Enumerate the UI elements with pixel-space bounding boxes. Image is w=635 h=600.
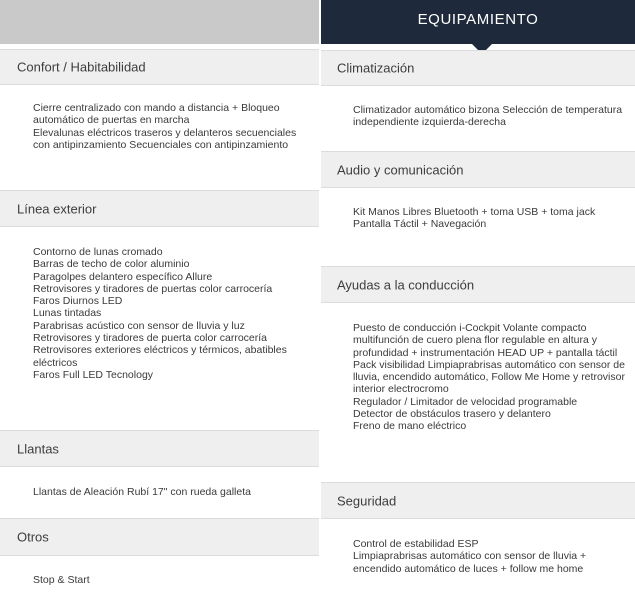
section-header-otros (0, 518, 319, 556)
section-title: Climatización (337, 60, 415, 76)
section-header-linea-exterior (0, 190, 319, 227)
list-item: Cierre centralizado con mando a distancia + Bloqueo automático de puertas en marcha (33, 102, 280, 127)
section-header-audio (321, 151, 635, 188)
list-item: Pantalla Táctil + Navegación (353, 218, 487, 231)
header-left-bar (0, 0, 319, 44)
section-title: Confort / Habitabilidad (17, 59, 146, 75)
list-item: Detector de obstáculos trasero y delantero (353, 408, 551, 421)
list-item: Freno de mano eléctrico (353, 420, 467, 433)
section-title: Otros (17, 529, 49, 545)
list-item: Parabrisas acústico con sensor de lluvia y luz (33, 319, 245, 332)
list-item: Kit Manos Libres Bluetooth + toma USB + toma jack (353, 206, 596, 218)
list-item: Retrovisores y tiradores de puerta color carrocería (33, 332, 268, 345)
header-bar (321, 0, 635, 44)
section-header-confort (0, 49, 319, 85)
section-title: Audio y comunicación (337, 162, 464, 177)
section-header-llantas (0, 430, 319, 467)
list-item: Puesto de conducción i-Cockpit Volante compacto multifunción de cuero plena flor regulable en altura y profundidad + instrumentación HEAD UP + pantalla táctil (353, 322, 618, 359)
section-title: Llantas (17, 441, 59, 456)
section-list-linea-exterior (33, 246, 311, 381)
section-title: Línea exterior (17, 201, 97, 216)
section-header-ayudas (321, 266, 635, 303)
section-list-climatizacion (353, 104, 627, 129)
list-item: Paragolpes delantero específico Allure (33, 270, 213, 283)
list-item: Faros Full LED Tecnology (33, 368, 154, 381)
list-item: Limpiaprabrisas automático con sensor de lluvia + encendido automático de luces + follow me home (353, 550, 587, 575)
list-item: Retrovisores y tiradores de puertas color carrocería (33, 282, 273, 295)
section-list-audio (353, 206, 627, 231)
list-item: Retrovisores exteriores eléctricos y térmicos, abatibles eléctricos (33, 344, 287, 369)
list-item: Faros Diurnos LED (33, 295, 123, 308)
list-item: Elevalunas eléctricos traseros y delanteros secuenciales con antipinzamiento Secuenciales con antipinzamiento (33, 126, 297, 151)
section-header-climatizacion (321, 50, 635, 86)
list-item: Contorno de lunas cromado (33, 246, 163, 258)
list-item: Regulador / Limitador de velocidad programable (353, 395, 578, 408)
section-list-otros (33, 574, 311, 586)
list-item: Barras de techo de color aluminio (33, 258, 190, 271)
list-item: Lunas tintadas (33, 307, 102, 320)
section-list-confort (33, 102, 311, 151)
list-item: Pack visibilidad Limpiaprabrisas automático con sensor de lluvia, encendido automático, Follow Me Home y retrovisor interior electrocromo (353, 358, 625, 396)
list-item: Stop & Start (33, 574, 90, 586)
list-item: Climatizador automático bizona Selección de temperatura independiente izquierda-derecha (353, 104, 623, 129)
page-title: EQUIPAMIENTO (417, 11, 539, 28)
list-item: Llantas de Aleación Rubí 17" con rueda galleta (33, 486, 251, 498)
section-list-llantas (33, 486, 311, 498)
list-item: Control de estabilidad ESP (353, 538, 479, 550)
section-title: Ayudas a la conducción (337, 277, 475, 292)
section-list-ayudas (353, 322, 627, 433)
section-header-seguridad (321, 482, 635, 519)
section-list-seguridad (353, 538, 627, 575)
section-title: Seguridad (337, 493, 397, 508)
